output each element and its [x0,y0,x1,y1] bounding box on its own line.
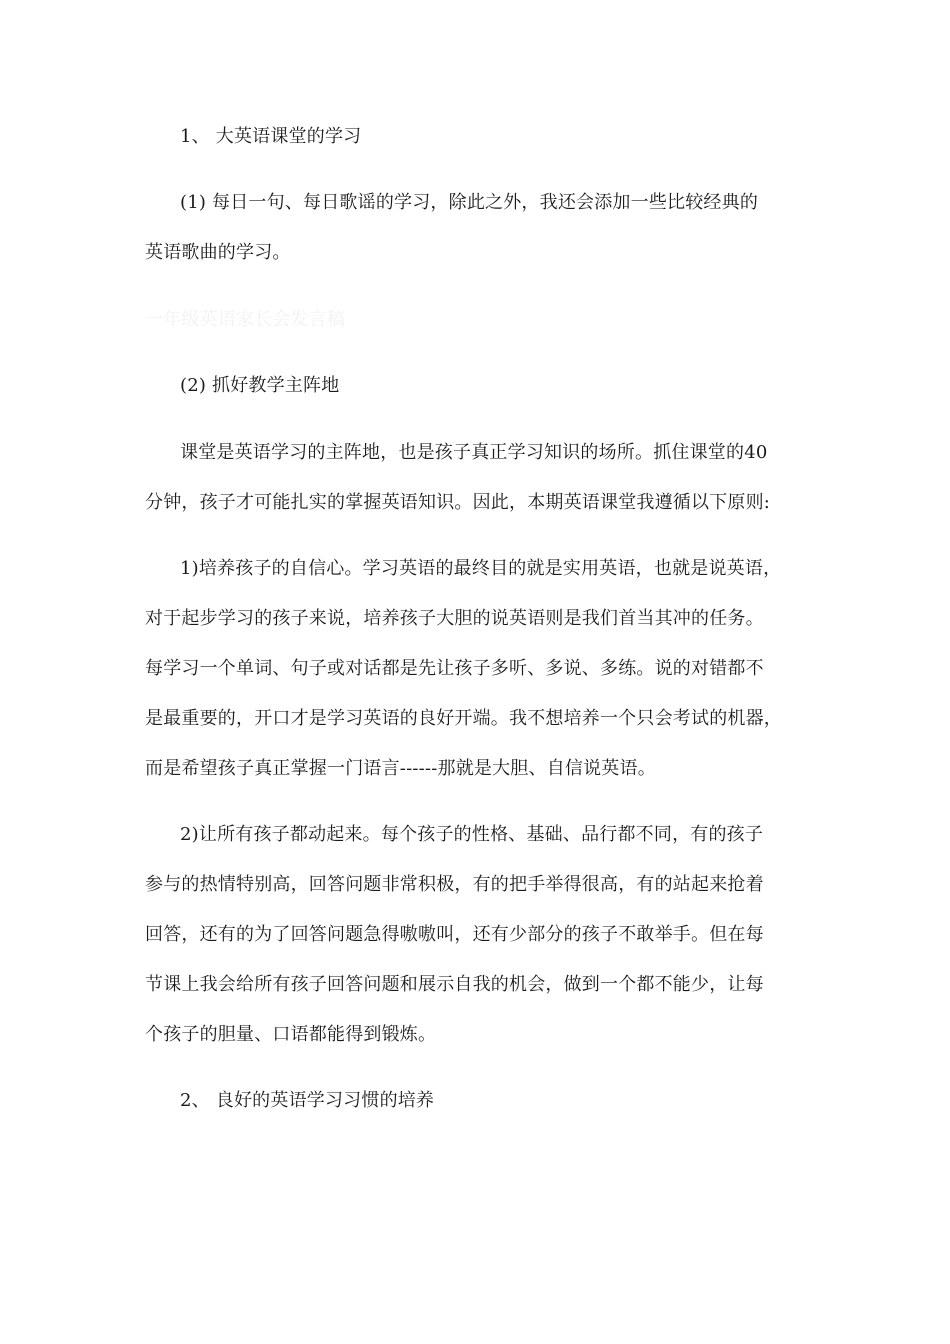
watermark-text: 一年级英语家长会发言稿 [145,309,346,330]
item-1-line-1: (1) 每日一句、每日歌谣的学习，除此之外，我还会添加一些比较经典的 [180,192,759,213]
paragraph-3-line-2: 参与的热情特别高，回答问题非常积极，有的把手举得很高，有的站起来抢着 [145,874,764,895]
section-heading-1: 1、 大英语课堂的学习 [180,126,362,147]
paragraph-3-line-3: 回答，还有的为了回答问题急得嗷嗷叫，还有少部分的孩子不敢举手。但在每 [145,924,764,945]
paragraph-2-line-3: 每学习一个单词、句子或对话都是先让孩子多听、多说、多练。说的对错都不 [145,658,764,679]
paragraph-2-line-5: 而是希望孩子真正掌握一门语言------那就是大胆、自信说英语。 [145,758,656,779]
paragraph-1-line-2: 分钟，孩子才可能扎实的掌握英语知识。因此，本期英语课堂我遵循以下原则: [145,492,771,513]
paragraph-3-line-5: 个孩子的胆量、口语都能得到锻炼。 [145,1024,437,1045]
paragraph-1-line-1: 课堂是英语学习的主阵地，也是孩子真正学习知识的场所。抓住课堂的40 [180,442,768,463]
section-heading-2: 2、 良好的英语学习习惯的培养 [180,1090,435,1111]
paragraph-2-line-2: 对于起步学习的孩子来说，培养孩子大胆的说英语则是我们首当其冲的任务。 [145,608,764,629]
item-2-heading: (2) 抓好教学主阵地 [180,375,340,396]
paragraph-2-line-1: 1)培养孩子的自信心。学习英语的最终目的就是实用英语，也就是说英语， [180,558,782,579]
paragraph-2-line-4: 是最重要的，开口才是学习英语的良好开端。我不想培养一个只会考试的机器， [145,708,782,729]
paragraph-3-line-1: 2)让所有孩子都动起来。每个孩子的性格、基础、品行都不同，有的孩子 [180,824,764,845]
item-1-line-2: 英语歌曲的学习。 [145,242,291,263]
paragraph-3-line-4: 节课上我会给所有孩子回答问题和展示自我的机会，做到一个都不能少，让每 [145,974,764,995]
